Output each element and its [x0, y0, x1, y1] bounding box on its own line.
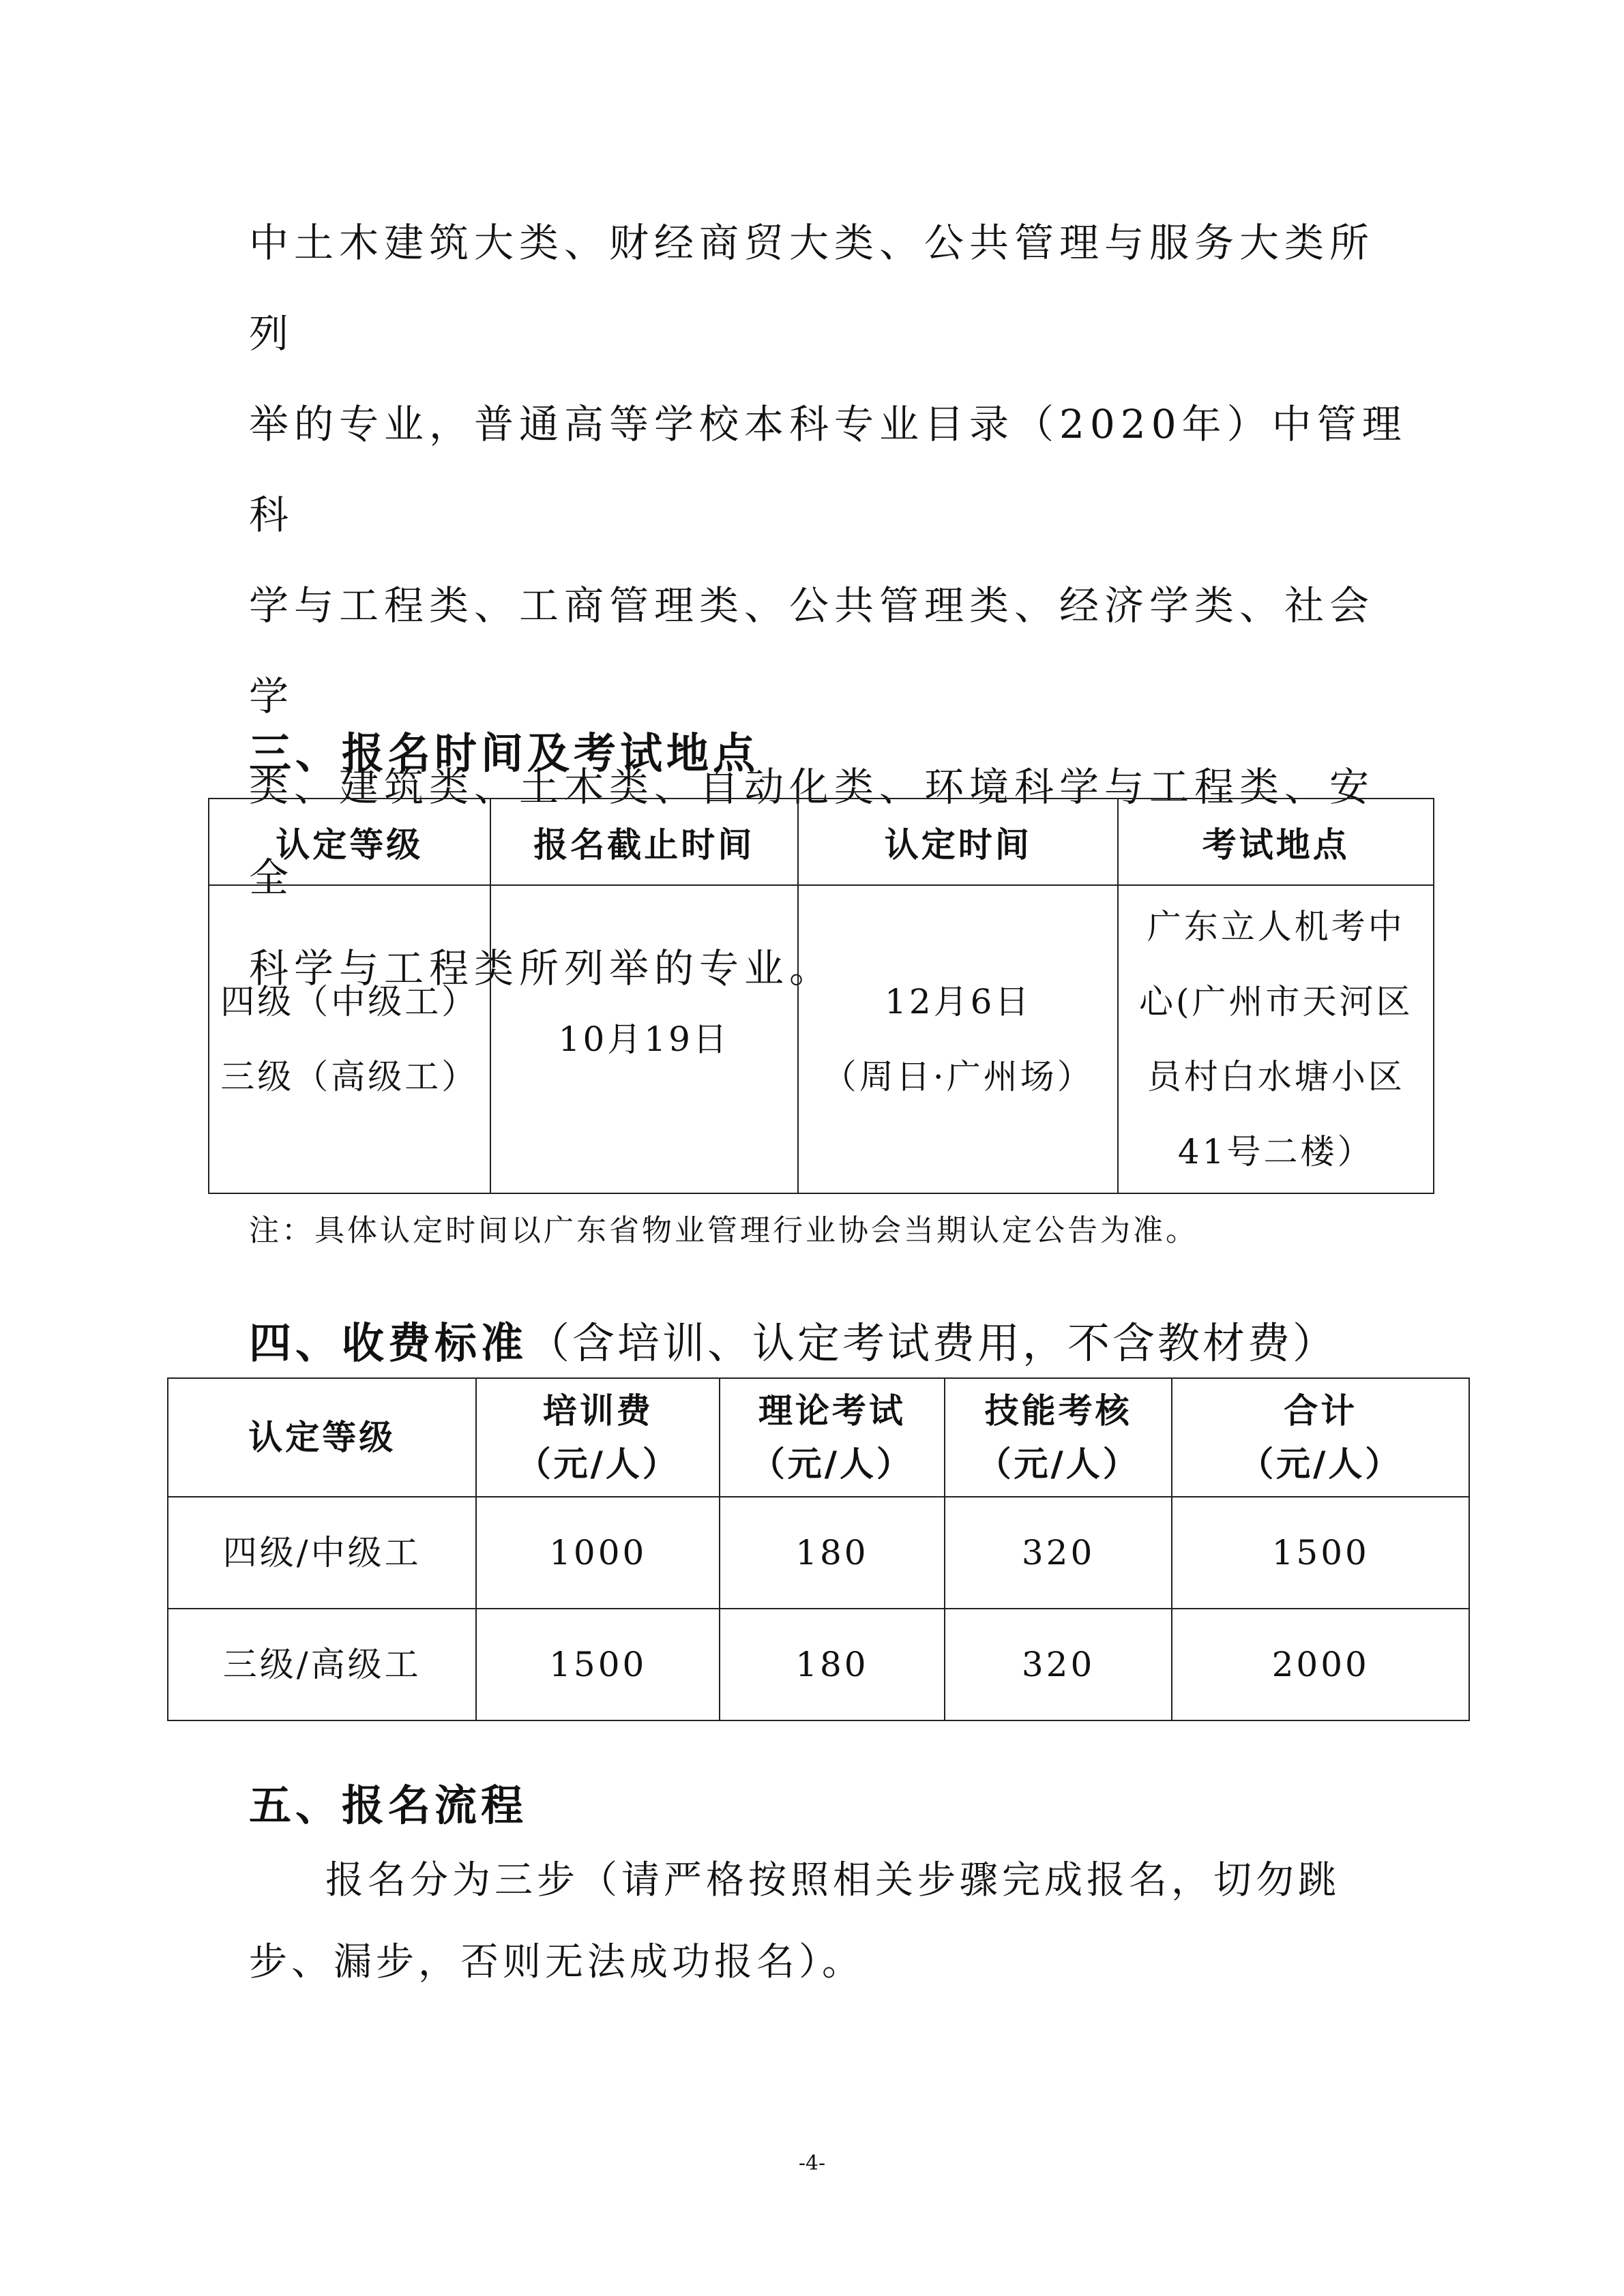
header-unit: （元/人）	[750, 1444, 914, 1484]
header-level	[168, 1378, 476, 1497]
table-row	[168, 1497, 1469, 1609]
header-unit: （元/人）	[1239, 1444, 1402, 1484]
schedule-table	[208, 798, 1434, 1194]
intro-line: 举的专业，普通高等学校本科专业目录（2020年）中管理科	[249, 401, 1407, 538]
cell-level: 三级/高级工	[168, 1609, 476, 1720]
intro-line: 类、建筑类、土木类、自动化类、环境科学与工程类、安全	[249, 764, 1375, 901]
location-line: 员村白水塘小区	[1147, 1057, 1405, 1097]
cell-theory-exam: 180	[720, 1609, 945, 1720]
section4-subtitle: （含培训、认定考试费用，不含教材费）	[527, 1318, 1338, 1368]
level-line: 四级（中级工）	[220, 982, 479, 1022]
header-unit: （元/人）	[977, 1444, 1140, 1484]
cell-training-fee: 1500	[476, 1609, 720, 1720]
location-line: 41号二楼）	[1177, 1132, 1374, 1172]
cell-training-fee: 1000	[476, 1497, 720, 1609]
page-number: -4-	[798, 2151, 826, 2175]
table-row	[209, 885, 1434, 1193]
table-row	[168, 1609, 1469, 1720]
header-exam-time: 认定时间	[798, 799, 1118, 885]
schedule-note: 注：具体认定时间以广东省物业管理行业协会当期认定公告为准。	[249, 1213, 1198, 1248]
cell-level: 四级/中级工	[168, 1497, 476, 1609]
table-header-row	[168, 1378, 1469, 1497]
cell-deadline: 10月19日	[490, 885, 798, 1193]
header-total	[1172, 1378, 1469, 1497]
header-theory-exam	[720, 1378, 945, 1497]
cell-total: 1500	[1172, 1497, 1469, 1609]
header-level: 认定等级	[209, 799, 490, 885]
location-line: 心(广州市天河区	[1138, 982, 1413, 1022]
header-line: 理论考试	[758, 1391, 906, 1431]
section3-heading: 三、报名时间及考试地点	[249, 728, 760, 778]
intro-line: 学与工程类、工商管理类、公共管理类、经济学类、社会学	[249, 582, 1375, 719]
exam-time-line: （周日·广州场）	[822, 1057, 1094, 1097]
cell-total: 2000	[1172, 1609, 1469, 1720]
header-skill-exam	[945, 1378, 1172, 1497]
section5-heading: 五、报名流程	[249, 1780, 528, 1830]
header-location: 考试地点	[1118, 799, 1434, 885]
header-deadline: 报名截止时间	[490, 799, 798, 885]
cell-skill-exam: 320	[945, 1609, 1172, 1720]
header-training-fee	[476, 1378, 720, 1497]
fee-table	[167, 1377, 1470, 1721]
table-header-row	[209, 799, 1434, 885]
header-line: 合计	[1284, 1391, 1358, 1431]
cell-levels	[209, 885, 490, 1193]
header-unit: （元/人）	[516, 1444, 679, 1484]
section4-heading	[249, 1309, 1338, 1370]
registration-paragraph: 报名分为三步（请严格按照相关步骤完成报名，切勿跳步、漏步，否则无法成功报名）。	[249, 1858, 1340, 1984]
header-line: 技能考核	[984, 1391, 1132, 1431]
intro-line: 中土木建筑大类、财经商贸大类、公共管理与服务大类所列	[249, 220, 1375, 357]
cell-theory-exam: 180	[720, 1497, 945, 1609]
cell-skill-exam: 320	[945, 1497, 1172, 1609]
level-line: 三级（高级工）	[220, 1057, 479, 1097]
cell-location	[1118, 885, 1434, 1193]
location-line: 广东立人机考中	[1147, 907, 1405, 946]
section4-title: 四、收费标准	[249, 1318, 528, 1368]
cell-exam-time	[798, 885, 1118, 1193]
intro-line: 科学与工程类所列举的专业。	[249, 945, 835, 992]
header-line: 培训费	[542, 1391, 653, 1431]
header-line: 认定等级	[248, 1418, 396, 1457]
exam-time-line: 12月6日	[885, 982, 1032, 1022]
